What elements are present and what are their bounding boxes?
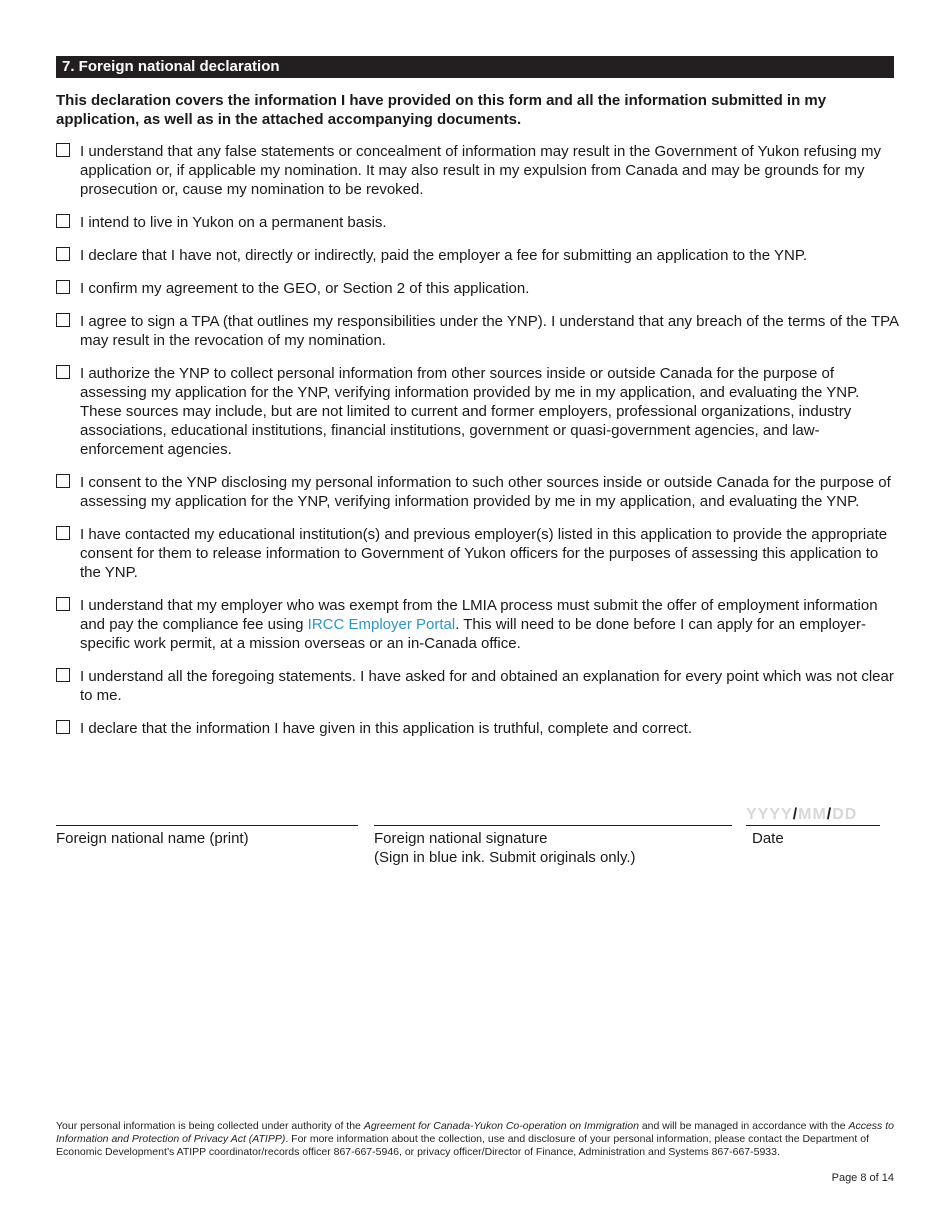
date-placeholder — [746, 805, 857, 825]
date-year-placeholder: YYYY — [746, 806, 793, 823]
declaration-text: I confirm my agreement to the GEO, or Section 2 of this application. — [80, 280, 530, 297]
signature-note: (Sign in blue ink. Submit originals only.) — [374, 849, 636, 866]
checkbox-no-fee[interactable] — [56, 247, 70, 261]
declaration-intro: This declaration covers the information I have provided on this form and all the information submitted in my application, as well as in the attached accompanying documents. — [56, 92, 827, 128]
checkbox-lmia-exempt[interactable] — [56, 597, 70, 611]
privacy-text-3: . For more information about the collection, use and disclosure of your personal information, please contact the Department of Economic Development’s ATIPP coordinator/records officer 867-667-5946, or privacy officer/Director of Finance, Administration and Systems 867-667-5933. — [56, 1133, 869, 1158]
checkbox-consent-contacted[interactable] — [56, 526, 70, 540]
declaration-item-lmia-exempt — [56, 596, 901, 653]
declaration-text: I understand that any false statements or concealment of information may result in the Government of Yukon refusing my application or, if applicable my nomination. It may also result in my expulsion from Canada and may be grounds for my prosecution or, cause my nomination to be revoked. — [80, 143, 881, 198]
date-separator: / — [792, 806, 799, 823]
checkbox-understood[interactable] — [56, 668, 70, 682]
declaration-text: I declare that the information I have given in this application is truthful, complete and correct. — [80, 720, 692, 737]
declaration-text: I declare that I have not, directly or indirectly, paid the employer a fee for submitting an application to the YNP. — [80, 247, 808, 264]
section-header: 7. Foreign national declaration — [56, 56, 894, 78]
declaration-item-false-statements — [56, 142, 901, 199]
checkbox-disclose-info[interactable] — [56, 474, 70, 488]
date-month-placeholder: MM — [798, 806, 827, 823]
page-number: Page 8 of 14 — [831, 1172, 894, 1184]
declaration-text — [80, 596, 901, 653]
signature-label-group — [374, 829, 636, 867]
declaration-item-no-fee — [56, 246, 901, 265]
declaration-item-live-in-yukon — [56, 213, 901, 232]
signature-label: Foreign national signature — [374, 830, 548, 847]
checkbox-truthful[interactable] — [56, 720, 70, 734]
name-print-field[interactable] — [56, 805, 358, 826]
ircc-employer-portal-link[interactable]: IRCC Employer Portal — [307, 616, 456, 633]
declaration-text: I intend to live in Yukon on a permanent basis. — [80, 214, 387, 231]
date-day-placeholder: DD — [832, 806, 858, 823]
declaration-text: I consent to the YNP disclosing my personal information to such other sources inside or outside Canada for the purpose of assessing my application for the YNP, verifying information provided by me in my application, and evaluating the YNP. — [80, 474, 891, 510]
name-print-label: Foreign national name (print) — [56, 830, 249, 847]
declaration-text-after: . This will need to be done before I can apply for an employer-specific work permit, at a mission overseas or an in-Canada office. — [80, 616, 866, 652]
checkbox-false-statements[interactable] — [56, 143, 70, 157]
date-label: Date — [752, 830, 784, 847]
privacy-text-1: Your personal information is being collected under authority of the — [56, 1120, 364, 1132]
declaration-item-tpa — [56, 312, 901, 350]
declaration-text: I have contacted my educational institution(s) and previous employer(s) listed in this application to provide the appropriate consent for them to release information to Government of Yukon officers for the purposes of assessing this application to the YNP. — [80, 526, 888, 581]
declaration-item-disclose-info — [56, 473, 901, 511]
privacy-act-title: Access to Information and Protection of Privacy Act (ATIPP) — [56, 1120, 894, 1145]
privacy-agreement-title: Agreement for Canada-Yukon Co-operation on Immigration — [363, 1120, 639, 1132]
declaration-text: I understand all the foregoing statements. I have asked for and obtained an explanation for every point which was not clear to me. — [80, 668, 894, 704]
checkbox-collect-info[interactable] — [56, 365, 70, 379]
signature-field[interactable] — [374, 805, 732, 826]
declaration-text-before: I understand that my employer who was exempt from the LMIA process must submit the offer of employment information and pay the compliance fee using — [80, 597, 878, 633]
checkbox-tpa[interactable] — [56, 313, 70, 327]
declaration-item-consent-contacted — [56, 525, 901, 582]
declaration-text: I authorize the YNP to collect personal information from other sources inside or outside Canada for the purpose of assessing my application for the YNP, verifying information provided by me in my application, and evaluating the YNP. These sources may include, but are not limited to current and former employers, professional organizations, industry associations, educational institutions, financial institutions, government or quasi-government agencies, and law-enforcement agencies. — [80, 365, 860, 458]
privacy-text-2: and will be managed in accordance with the — [638, 1120, 849, 1132]
checkbox-geo-agreement[interactable] — [56, 280, 70, 294]
declaration-item-understood — [56, 667, 901, 705]
signature-section — [0, 805, 950, 875]
declaration-item-geo-agreement — [56, 279, 901, 298]
privacy-notice — [56, 1120, 896, 1159]
checkbox-live-in-yukon[interactable] — [56, 214, 70, 228]
declaration-text: I agree to sign a TPA (that outlines my responsibilities under the YNP). I understand that any breach of the terms of the TPA may result in the revocation of my nomination. — [80, 313, 899, 349]
declaration-list — [56, 142, 901, 738]
date-separator: / — [826, 806, 833, 823]
declaration-item-collect-info — [56, 364, 901, 459]
declaration-item-truthful — [56, 719, 901, 738]
